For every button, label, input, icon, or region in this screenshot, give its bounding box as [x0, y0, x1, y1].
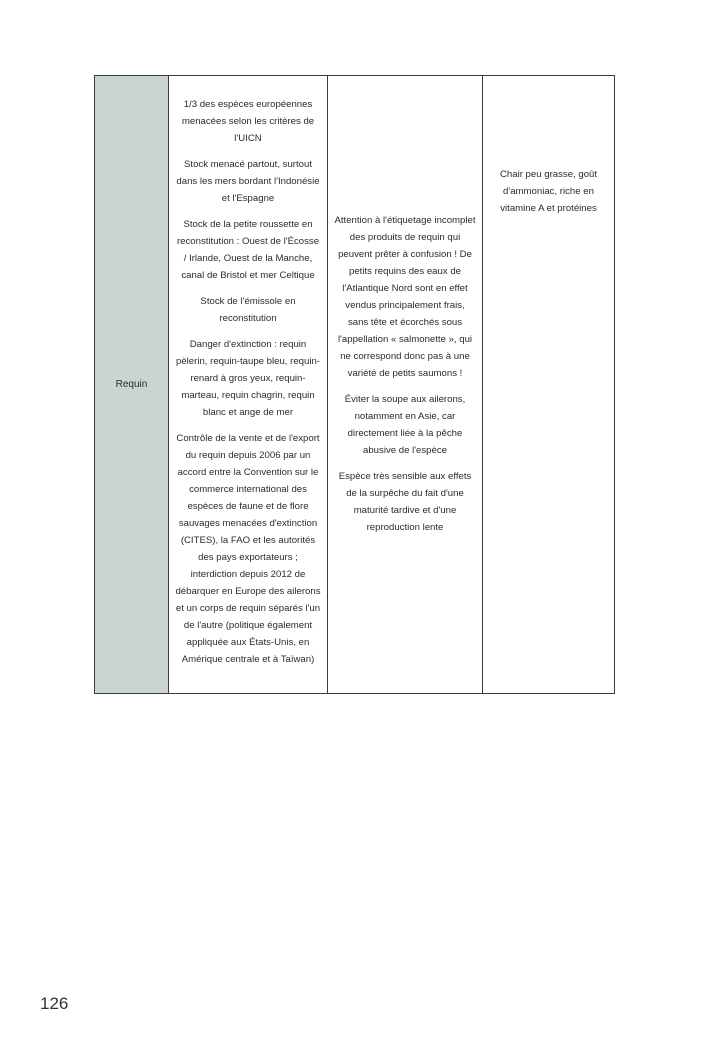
status-paragraph: 1/3 des espèces européennes menacées selon les critères de l'UICN: [181, 99, 315, 144]
advice-paragraph: Attention à l'étiquetage incomplet des produits de requin qui peuvent prêter à confusion ! De petits requins des eaux de l'Atlantique Nord sont en effet vendus principalement frais, sans tête et écorchés sous l'appellation « salmonette », qui ne correspond donc pas à une variété de petits saumons !: [334, 215, 476, 379]
status-column-cell: [169, 76, 328, 693]
status-paragraph: Stock de l'émissole en reconstitution: [200, 296, 296, 324]
advice-paragraph: Espèce très sensible aux effets de la surpêche du fait d'une maturité tardive et d'une reproduction lente: [338, 471, 472, 533]
species-name: Requin: [115, 379, 148, 390]
page-number: 126: [40, 994, 69, 1013]
status-paragraph: Stock de la petite roussette en reconstitution : Ouest de l'Écosse / Irlande, Ouest de la Manche, canal de Bristol et mer Celtique: [176, 219, 320, 281]
species-table: [94, 75, 615, 694]
status-paragraph: Stock menacé partout, surtout dans les mers bordant l'Indonésie et l'Espagne: [176, 159, 320, 204]
nutrition-column-cell: [483, 76, 614, 693]
advice-paragraph: Éviter la soupe aux ailerons, notamment en Asie, car directement liée à la pêche abusive de l'espèce: [344, 394, 466, 456]
status-paragraph: Contrôle de la vente et de l'export du requin depuis 2006 par un accord entre la Convention sur le commerce international des espèces de faune et de flore sauvages menacées d'extinction (CITES), la FAO et les autorités des pays exportateurs ; interdiction depuis 2012 de débarquer en Europe des ailerons et un corps de requin séparés l'un de l'autre (politique également appliquée aux États-Unis, en Amérique centrale et à Taïwan): [175, 433, 321, 665]
advice-column-cell: [328, 76, 483, 693]
nutrition-paragraph: Chair peu grasse, goût d'ammoniac, riche en vitamine A et protéines: [499, 169, 598, 214]
status-paragraph: Danger d'extinction : requin pèlerin, requin-taupe bleu, requin-renard à gros yeux, requin-marteau, requin chagrin, requin blanc et ange de mer: [176, 339, 320, 418]
row-label-cell: [95, 76, 169, 693]
